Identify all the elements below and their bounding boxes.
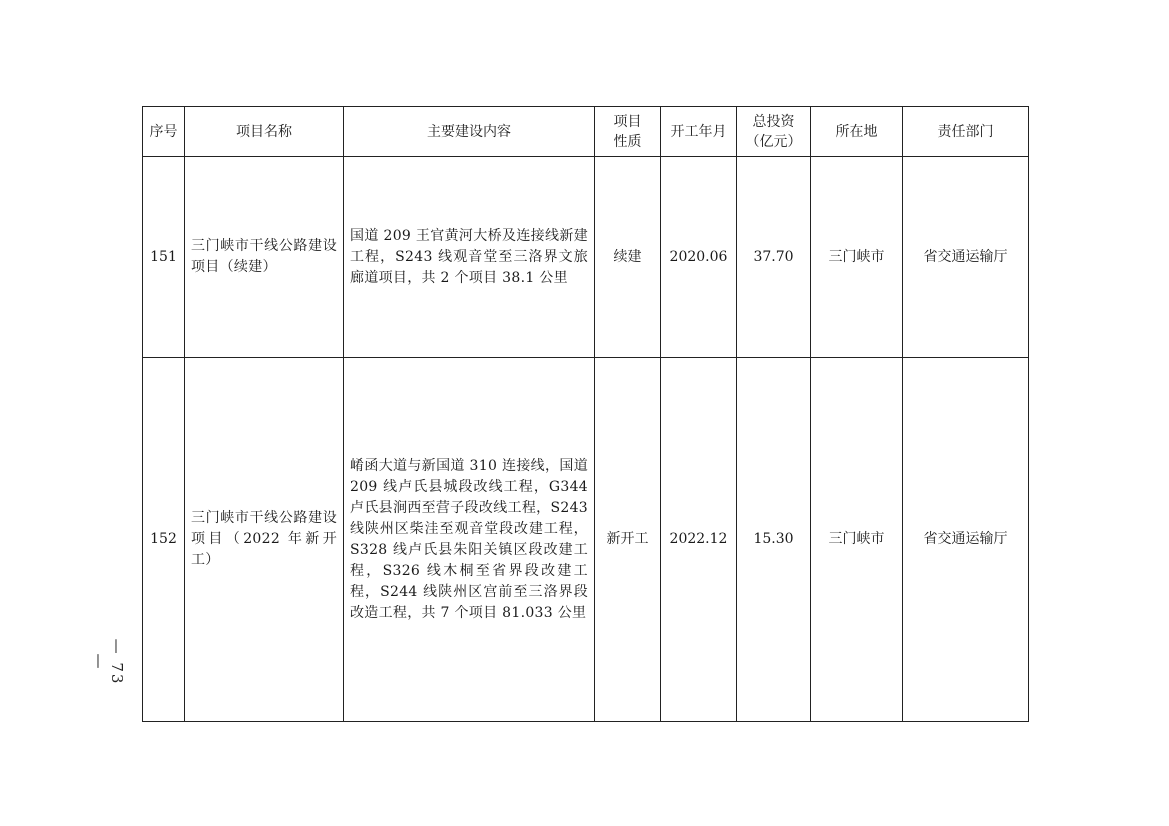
header-content: 主要建设内容 [344,107,595,157]
header-seq: 序号 [143,107,185,157]
cell-content [344,358,595,722]
cell-start: 2020.06 [661,157,737,358]
page-number: — 73 — [90,638,126,686]
cell-content [344,157,595,358]
project-table [142,106,1029,722]
header-department: 责任部门 [903,107,1029,157]
cell-department: 省交通运输厅 [903,157,1029,358]
cell-seq: 152 [143,358,185,722]
cell-name [185,157,344,358]
cell-location: 三门峡市 [811,157,903,358]
header-nature-line2: 性质 [613,133,642,150]
cell-seq: 151 [143,157,185,358]
cell-nature: 续建 [595,157,661,358]
cell-content-text: 国道 209 王官黄河大桥及连接线新建工程，S243 线观音堂至三洛界文旅廊道项目，共 2 个项目 38.1 公里 [350,227,588,286]
header-location: 所在地 [811,107,903,157]
header-investment-line1: 总投资 [752,113,795,130]
cell-name [185,358,344,722]
header-nature [595,107,661,157]
cell-nature: 新开工 [595,358,661,722]
table-row [143,358,1029,722]
table-row [143,157,1029,358]
header-nature-line1: 项目 [613,113,642,130]
cell-name-text: 三门峡市干线公路建设项目（续建） [191,238,337,275]
header-start: 开工年月 [661,107,737,157]
cell-investment: 15.30 [737,358,811,722]
cell-department: 省交通运输厅 [903,358,1029,722]
cell-content-text: 崤函大道与新国道 310 连接线，国道 209 线卢氏县城段改线工程，G344 卢氏县涧西至营子段改线工程，S243 线陕州区柴洼至观音堂段改建工程，S328 线卢氏县朱阳关镇区段改建工程，S326 线木桐至省界段改建工程，S244 线陕州区宫前至三洛界段改造工程，共 7 个项目 81.033 公里 [350,457,588,621]
cell-location: 三门峡市 [811,358,903,722]
cell-investment: 37.70 [737,157,811,358]
header-investment-line2: （亿元） [745,133,802,150]
header-row [143,107,1029,157]
header-investment [737,107,811,157]
cell-start: 2022.12 [661,358,737,722]
cell-name-text: 三门峡市干线公路建设项目（2022 年新开工） [191,510,337,568]
header-name: 项目名称 [185,107,344,157]
